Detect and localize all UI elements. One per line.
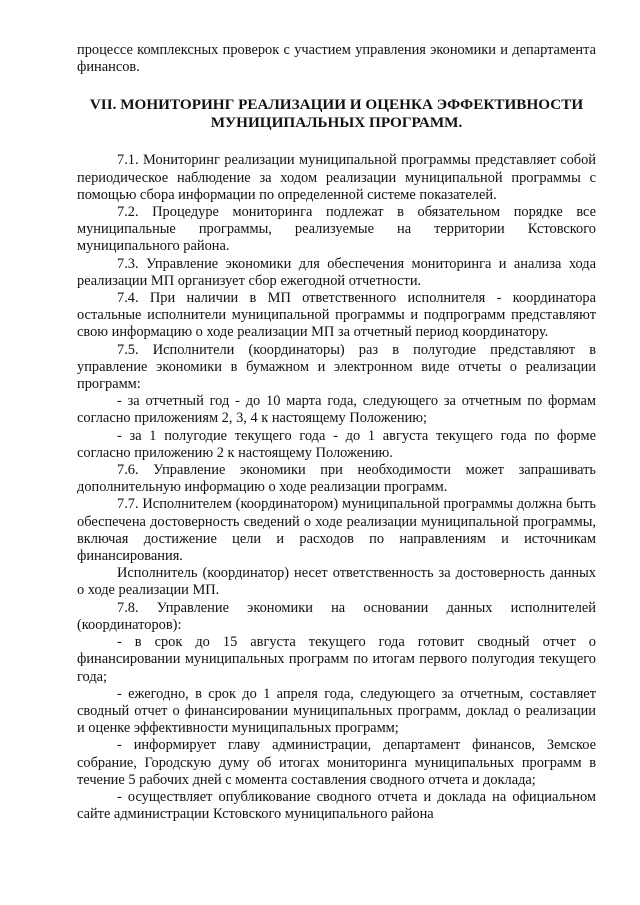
document-page [77,42,596,823]
paragraph-7-4: 7.4. При наличии в МП ответственного исполнителя - координатора остальные исполнители муниципальной программы и подпрограмм представляют свою информацию о ходе реализации МП за отчетный период координатору. [77,290,596,341]
paragraph-7-8: 7.8. Управление экономики на основании данных исполнителей (координаторов): [77,599,596,633]
paragraph-7-5: 7.5. Исполнители (координаторы) раз в полугодие представляют в управление экономики в бумажном и электронном виде отчеты о реализации программ: [77,341,596,393]
paragraph-7-6: 7.6. Управление экономики при необходимости может запрашивать дополнительную информацию о ходе реализации программ. [77,462,596,496]
list-item-august-report: - в срок до 15 августа текущего года готовит сводный отчет о финансировании муниципальных программ по итогам первого полугодия текущего года; [77,634,596,685]
list-item-publish: - осуществляет опубликование сводного отчета и доклада на официальном сайте администрации Кстовского муниципального района [77,788,596,823]
list-item-annual-report: - за отчетный год - до 10 марта года, следующего за отчетным по формам согласно приложениям 2, 3, 4 к настоящему Положению; [77,393,596,427]
section-heading-line-1: VII. МОНИТОРИНГ РЕАЛИЗАЦИИ И ОЦЕНКА ЭФФЕКТИВНОСТИ [89,96,584,114]
section-heading [77,96,596,132]
paragraph-7-2: 7.2. Процедуре мониторинга подлежат в обязательном порядке все муниципальные программы, реализуемые на территории Кстовского муниципального района. [77,204,596,255]
list-item-april-report: - ежегодно, в срок до 1 апреля года, следующего за отчетным, составляет сводный отчет о финансировании муниципальных программ, доклад о реализации и оценке эффективности муниципальных программ; [77,685,596,737]
paragraph-responsibility: Исполнитель (координатор) несет ответственность за достоверность данных о ходе реализации МП. [77,565,596,599]
list-item-inform: - информирует главу администрации, департамент финансов, Земское собрание, Городскую думу об итогах мониторинга муниципальных программ в течение 5 рабочих дней с момента составления сводного отчета и доклада; [77,737,596,788]
section-heading-line-2: МУНИЦИПАЛЬНЫХ ПРОГРАММ. [210,114,463,132]
paragraph-7-7: 7.7. Исполнителем (координатором) муниципальной программы должна быть обеспечена достоверность сведений о ходе реализации муниципальной программы, включая достижение цели и расходов по направлениям и источникам финансирования. [77,496,596,565]
intro-paragraph: процессе комплексных проверок с участием управления экономики и департамента финансов. [77,42,596,76]
paragraph-7-1: 7.1. Мониторинг реализации муниципальной программы представляет собой периодическое наблюдение за ходом реализации муниципальной программы с помощью сбора информации по определенной системе показателей. [77,152,596,203]
paragraph-7-3: 7.3. Управление экономики для обеспечения мониторинга и анализа хода реализации МП организует сбор ежегодной отчетности. [77,255,596,289]
list-item-half-year-report: - за 1 полугодие текущего года - до 1 августа текущего года по форме согласно приложению 2 к настоящему Положению. [77,427,596,461]
